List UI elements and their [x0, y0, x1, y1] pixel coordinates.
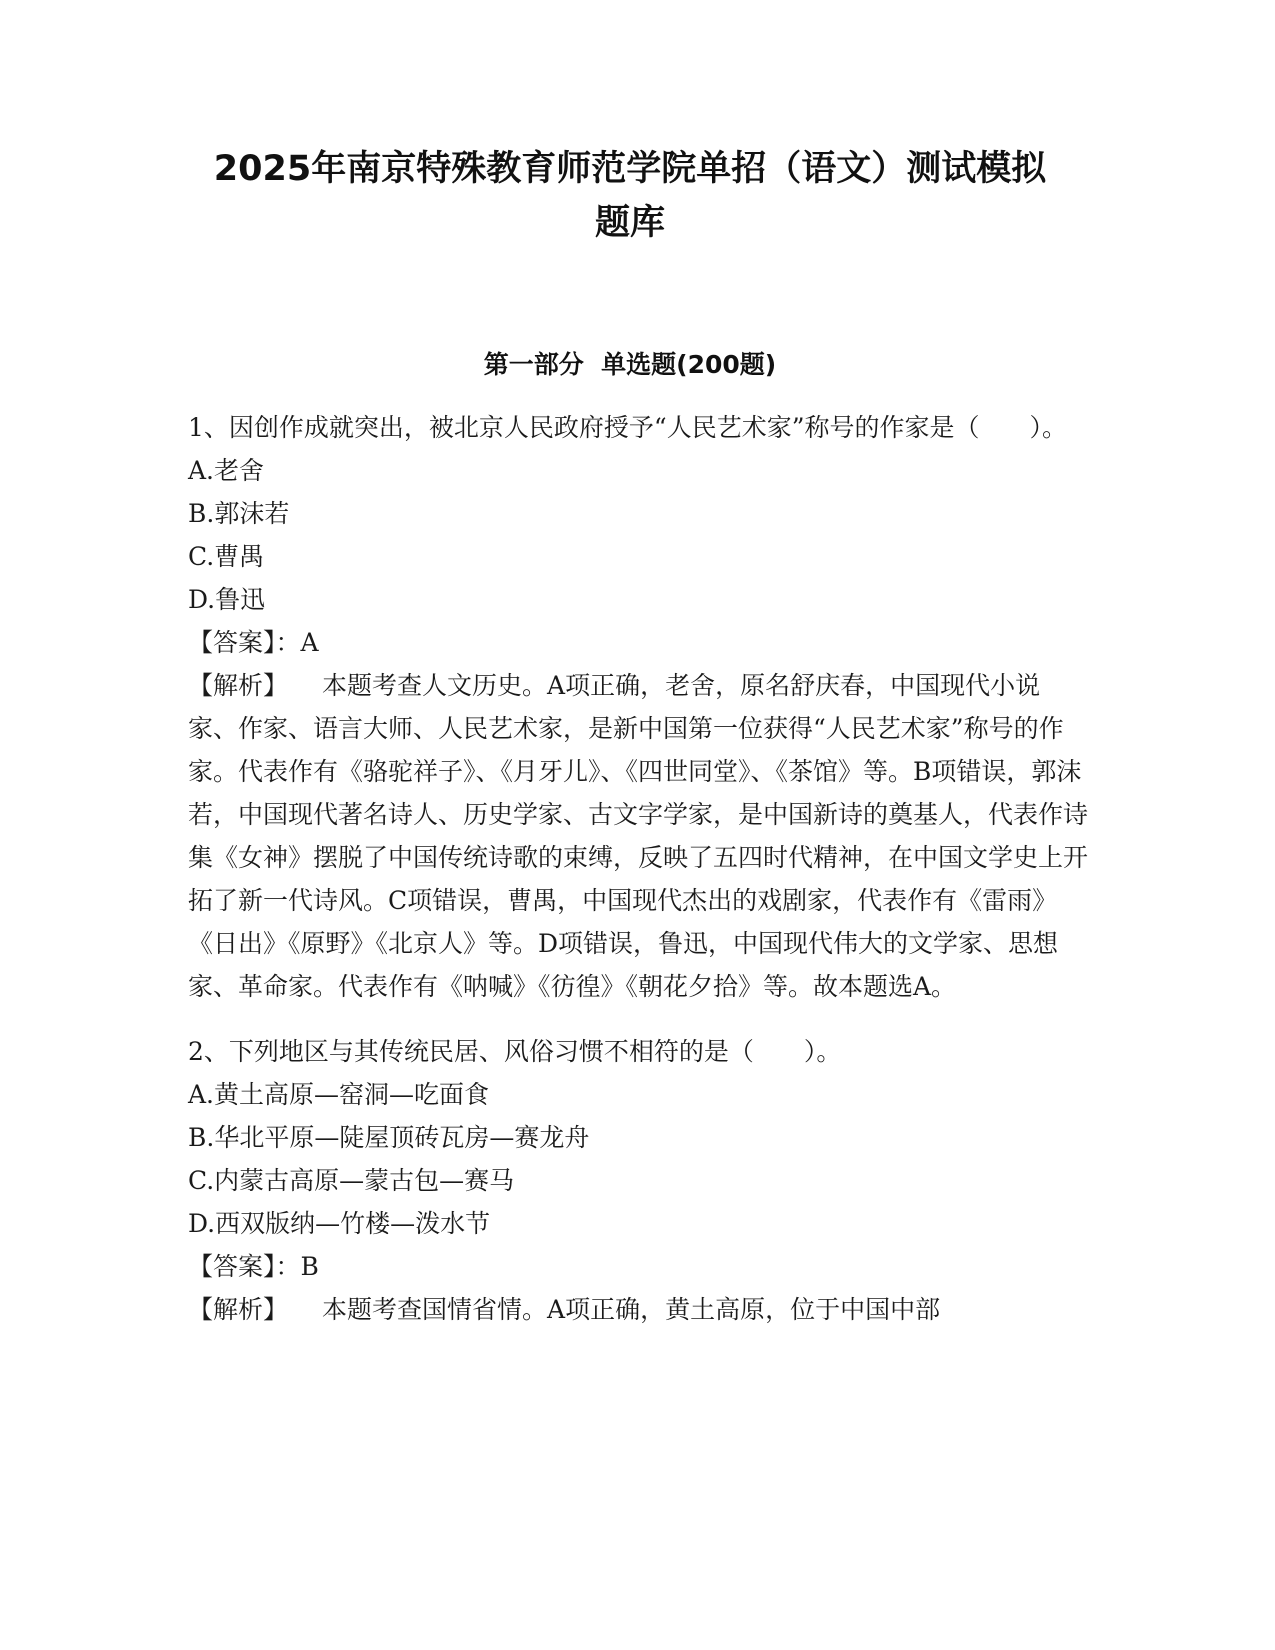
analysis-label: 【解析】	[188, 671, 289, 700]
analysis-label: 【解析】	[188, 1295, 289, 1324]
question-stem: 2、下列地区与其传统民居、风俗习惯不相符的是（ ）。	[188, 1037, 842, 1066]
section-title: 第一部分 单选题(200题)	[483, 350, 777, 379]
document-title-line-2: 题库	[594, 203, 665, 243]
option-a: A.黄土高原—窑洞—吃面食	[188, 1080, 490, 1109]
answer-value: B	[300, 1252, 319, 1281]
option-a: A.老舍	[188, 456, 265, 485]
analysis-text: 本题考查人文历史。A项正确，老舍，原名舒庆春，中国现代小说家、作家、语言大师、人民艺术家，是新中国第一位获得“人民艺术家”称号的作家。代表作有《骆驼祥子》、《月牙儿》、《四世同堂》、《茶馆》等。B项错误，郭沫若，中国现代著名诗人、历史学家、古文字学家，是中国新诗的奠基人，代表作诗集《女神》摆脱了中国传统诗歌的束缚，反映了五四时代精神，在中国文学史上开拓了新一代诗风。C项错误，曹禺，中国现代杰出的戏剧家，代表作有《雷雨》《日出》《原野》《北京人》等。D项错误，鲁迅，中国现代伟大的文学家、思想家、革命家。代表作有《呐喊》《彷徨》《朝花夕拾》等。故本题选A。	[188, 671, 1089, 1001]
analysis-paragraph	[188, 1288, 1088, 1331]
option-b: B.郭沫若	[188, 499, 290, 528]
answer-line	[188, 1245, 1088, 1288]
option-b: B.华北平原—陡屋顶砖瓦房—赛龙舟	[188, 1123, 590, 1152]
question-stem: 1、因创作成就突出，被北京人民政府授予“人民艺术家”称号的作家是（ ）。	[188, 413, 1067, 442]
question-list	[188, 406, 1088, 1353]
question-1	[188, 406, 1088, 1008]
answer-label: 【答案】：	[188, 628, 301, 657]
answer-line	[188, 621, 1088, 664]
answer-value: A	[300, 628, 319, 657]
document-title	[180, 142, 1080, 250]
option-c: C.曹禺	[188, 542, 265, 571]
question-2	[188, 1030, 1088, 1331]
document-title-line-1: 2025年南京特殊教育师范学院单招（语文）测试模拟	[213, 149, 1047, 189]
option-d: D.鲁迅	[188, 585, 266, 614]
answer-label: 【答案】：	[188, 1252, 301, 1281]
analysis-paragraph	[188, 664, 1088, 1008]
option-d: D.西双版纳—竹楼—泼水节	[188, 1209, 491, 1238]
analysis-text: 本题考查国情省情。A项正确，黄土高原，位于中国中部	[322, 1295, 941, 1324]
option-c: C.内蒙古高原—蒙古包—赛马	[188, 1166, 515, 1195]
